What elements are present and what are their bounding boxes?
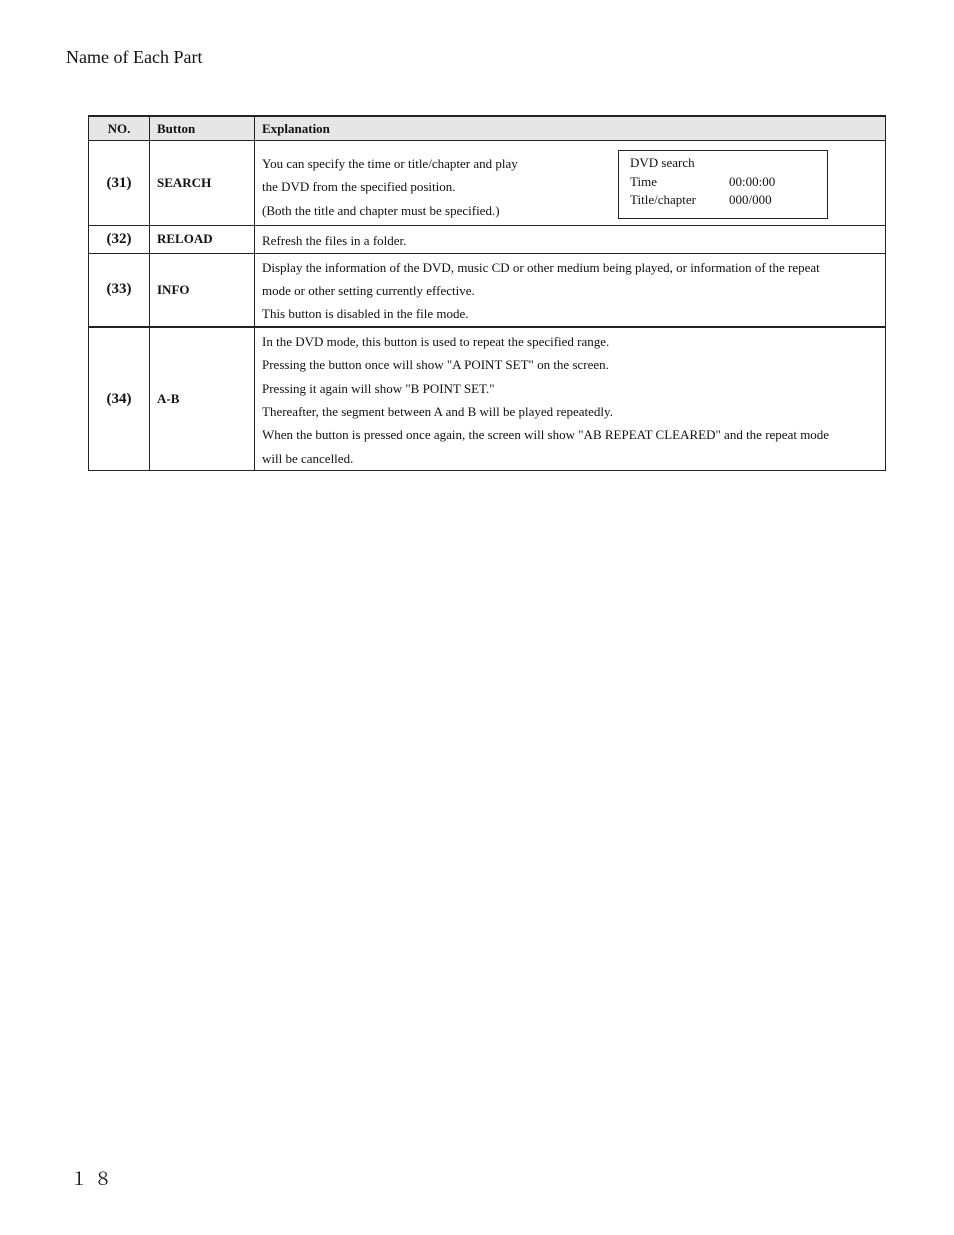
explanation-cell [255,141,886,226]
osd-title-chapter-label: Title/chapter [630,192,696,207]
explanation-line: Pressing the button once will show "A POINT SET" on the screen. [262,357,609,373]
osd-time-value: 00:00:00 [729,173,776,189]
button-explanation-table [88,115,886,471]
explanation-cell [255,226,886,253]
explanation-line: mode or other setting currently effective. [262,283,475,299]
page-number: １８ [70,1169,118,1189]
button-name: SEARCH [150,141,255,226]
button-name: RELOAD [150,226,255,253]
explanation-line: the DVD from the specified position. [262,179,456,195]
row-number: (32) [89,226,150,253]
table-row [89,141,886,226]
row-number: (31) [89,141,150,226]
table-row [89,253,886,327]
search-explanation-layout [262,141,881,225]
page-heading: Name of Each Part [66,47,203,67]
column-header-button: Button [150,116,255,141]
explanation-cell [255,327,886,471]
osd-time-label: Time [630,173,657,189]
table-row [89,226,886,253]
explanation-cell [255,253,886,327]
osd-title-row [630,154,827,173]
osd-title-chapter-row [630,191,827,210]
osd-title: DVD search [630,155,695,170]
explanation-line: In the DVD mode, this button is used to repeat the specified range. [262,333,610,349]
explanation-line: Thereafter, the segment between A and B will be played repeatedly. [262,404,613,420]
column-header-explanation: Explanation [255,116,886,141]
explanation-line: You can specify the time or title/chapter and play [262,156,518,171]
table-row [89,327,886,471]
dvd-search-osd-box [618,150,828,219]
explanation-line: Pressing it again will show "B POINT SET." [262,380,495,396]
button-name: A-B [150,327,255,471]
button-name: INFO [150,253,255,327]
explanation-line: Display the information of the DVD, music CD or other medium being played, or information of the repeat [262,259,820,275]
explanation-line: will be cancelled. [262,450,354,466]
osd-title-chapter-value: 000/000 [729,192,772,207]
explanation-line: Refresh the files in a folder. [262,233,407,249]
row-number: (34) [89,327,150,471]
osd-time-row [630,173,827,192]
table-header-row [89,116,886,141]
explanation-line: (Both the title and chapter must be specified.) [262,202,500,218]
row-number: (33) [89,253,150,327]
search-explanation-text [262,141,518,225]
column-header-no: NO. [89,116,150,141]
explanation-line: This button is disabled in the file mode. [262,306,469,322]
explanation-line: When the button is pressed once again, the screen will show "AB REPEAT CLEARED" and the repeat mode [262,427,830,443]
